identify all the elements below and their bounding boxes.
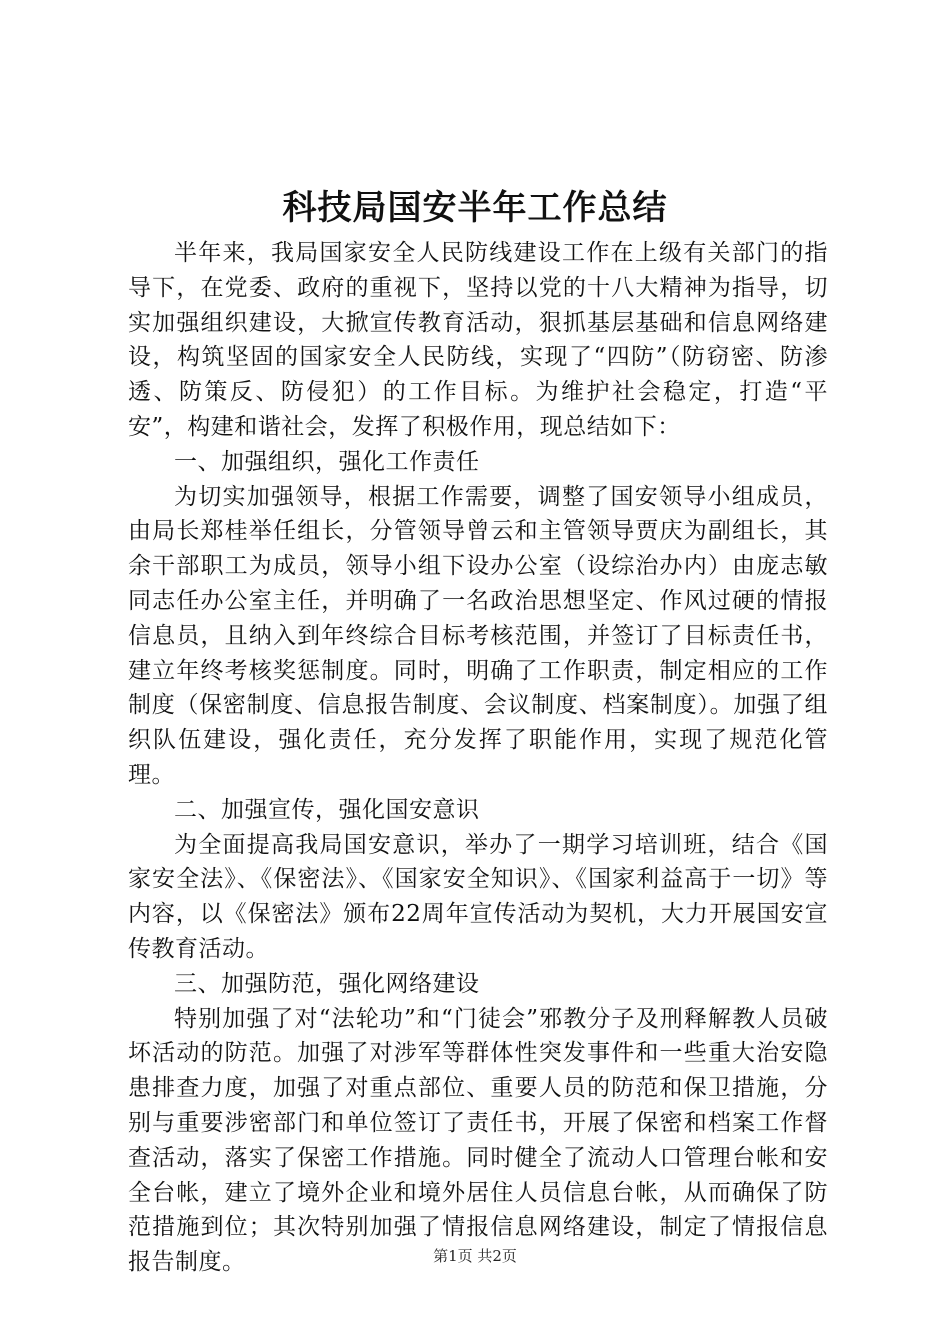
- page-number-footer: 第1页 共2页: [433, 1247, 517, 1265]
- intro-paragraph: 半年来，我局国家安全人民防线建设工作在上级有关部门的指导下，在党委、政府的重视下，坚持以党的十八大精神为指导，切实加强组织建设，大掀宣传教育活动，狠抓基层基础和信息网络建设，构筑坚固的国家安全人民防线，实现了“四防”（防窃密、防渗透、防策反、防侵犯）的工作目标。为维护社会稳定，打造“平安”，构建和谐社会，发挥了积极作用，现总结如下：: [128, 240, 828, 440]
- section-heading-2: 二、加强宣传，强化国安意识: [174, 796, 480, 823]
- section-heading-3: 三、加强防范，强化网络建设: [174, 970, 480, 997]
- section-paragraph-2: 为全面提高我局国安意识，举办了一期学习培训班，结合《国家安全法》、《保密法》、《国家安全知识》、《国家利益高于一切》等内容，以《保密法》颁布22周年宣传活动为契机，大力开展国安宣传教育活动。: [128, 831, 828, 962]
- section-paragraph-1: 为切实加强领导，根据工作需要，调整了国安领导小组成员，由局长郑桂举任组长，分管领导曾云和主管领导贾庆为副组长，其余干部职工为成员，领导小组下设办公室（设综治办内）由庞志敏同志任办公室主任，并明确了一名政治思想坚定、作风过硬的情报信息员，且纳入到年终综合目标考核范围，并签订了目标责任书，建立年终考核奖惩制度。同时，明确了工作职责，制定相应的工作制度（保密制度、信息报告制度、会议制度、档案制度）。加强了组织队伍建设，强化责任，充分发挥了职能作用，实现了规范化管理。: [128, 483, 828, 788]
- document-title: 科技局国安半年工作总结: [282, 188, 668, 228]
- section-paragraph-3: 特别加强了对“法轮功”和“门徒会”邪教分子及刑释解教人员破坏活动的防范。加强了对涉军等群体性突发事件和一些重大治安隐患排查力度，加强了对重点部位、重要人员的防范和保卫措施，分别与重要涉密部门和单位签订了责任书，开展了保密和档案工作督查活动，落实了保密工作措施。同时健全了流动人口管理台帐和安全台帐，建立了境外企业和境外居住人员信息台帐，从而确保了防范措施到位；其次特别加强了情报信息网络建设，制定了情报信息报告制度。: [128, 1005, 828, 1276]
- document-body: [128, 236, 828, 1280]
- section-heading-1: 一、加强组织，强化工作责任: [174, 448, 480, 475]
